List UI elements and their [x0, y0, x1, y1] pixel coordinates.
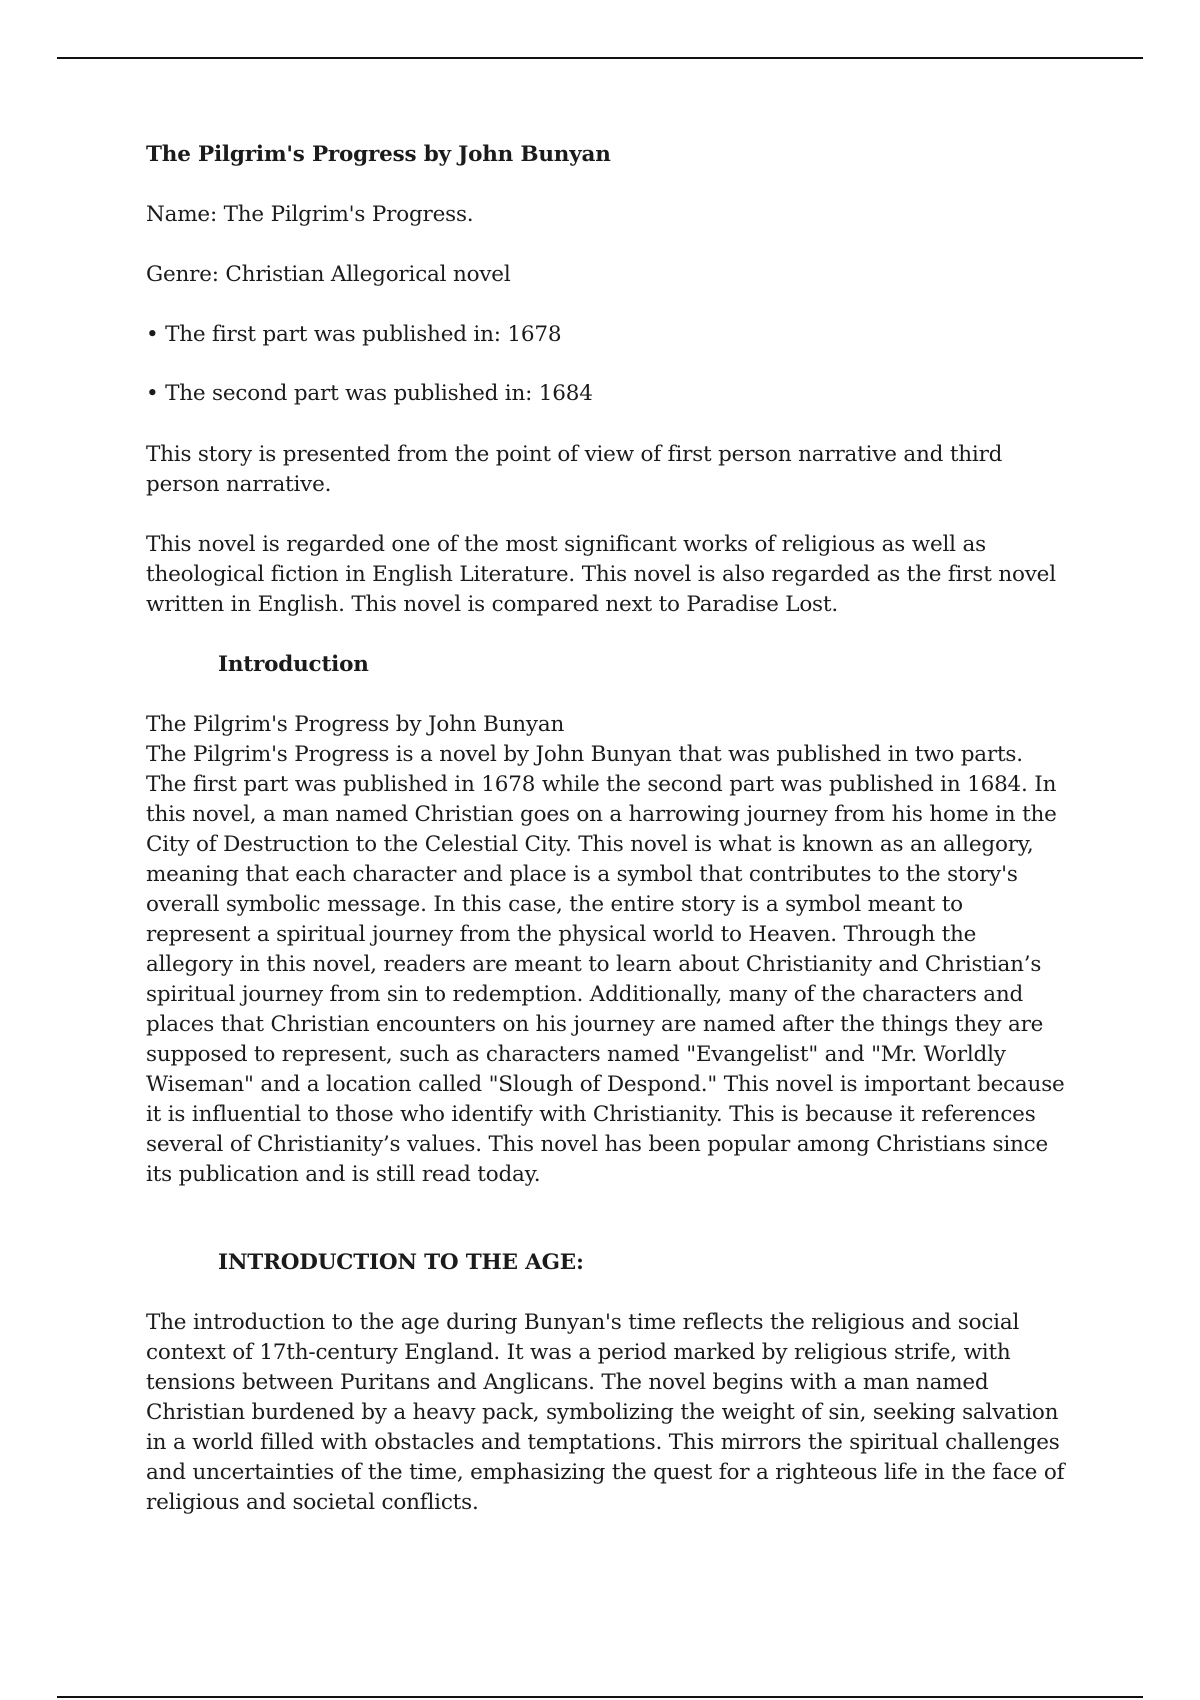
- introduction-body: The Pilgrim's Progress is a novel by John Bunyan that was published in two parts. The first part was published in 1678 while the second part was published in 1684. In this novel, a man named Christian goes on a harrowing journey from his home in the City of Destruction to the Celestial City. This novel is what is known as an allegory, meaning that each character and place is a symbol that contributes to the story's overall symbolic message. In this case, the entire story is a symbol meant to represent a spiritual journey from the physical world to Heaven. Through the allegory in this novel, readers are meant to learn about Christianity and Christian’s spiritual journey from sin to redemption. Additionally, many of the characters and places that Christian encounters on his journey are named after the things they are supposed to represent, such as characters named "Evangelist" and "Mr. Worldly Wiseman" and a location called "Slough of Despond." This novel is important because it is influential to those who identify with Christianity. This is because it references several of Christianity’s values. This novel has been popular among Christians since its publication and is still read today.: [146, 742, 1065, 1187]
- age-heading: INTRODUCTION TO THE AGE:: [218, 1250, 584, 1275]
- bullet-first-part: • The first part was published in: 1678: [146, 322, 562, 347]
- paragraph-point-of-view: This story is presented from the point of view of first person narrative and third person narrative.: [146, 442, 1003, 497]
- paragraph-significance: This novel is regarded one of the most significant works of religious as well as theological fiction in English Literature. This novel is also regarded as the first novel written in English. This novel is compared next to Paradise Lost.: [146, 532, 1056, 617]
- genre-line: Genre: Christian Allegorical novel: [146, 262, 511, 287]
- bullet-second-part: • The second part was published in: 1684: [146, 381, 593, 406]
- age-body: The introduction to the age during Bunyan's time reflects the religious and social context of 17th-century England. It was a period marked by religious strife, with tensions between Puritans and Anglicans. The novel begins with a man named Christian burdened by a heavy pack, symbolizing the weight of sin, seeking salvation in a world filled with obstacles and temptations. This mirrors the spiritual challenges and uncertainties of the time, emphasizing the quest for a righteous life in the face of religious and societal conflicts.: [146, 1310, 1065, 1515]
- top-rule: [57, 57, 1143, 59]
- introduction-section: [146, 710, 1066, 1190]
- introduction-heading: Introduction: [218, 652, 369, 677]
- document-title: The Pilgrim's Progress by John Bunyan: [146, 142, 611, 167]
- name-line: Name: The Pilgrim's Progress.: [146, 202, 474, 227]
- introduction-subtitle: The Pilgrim's Progress by John Bunyan: [146, 712, 565, 737]
- bottom-rule: [57, 1696, 1143, 1698]
